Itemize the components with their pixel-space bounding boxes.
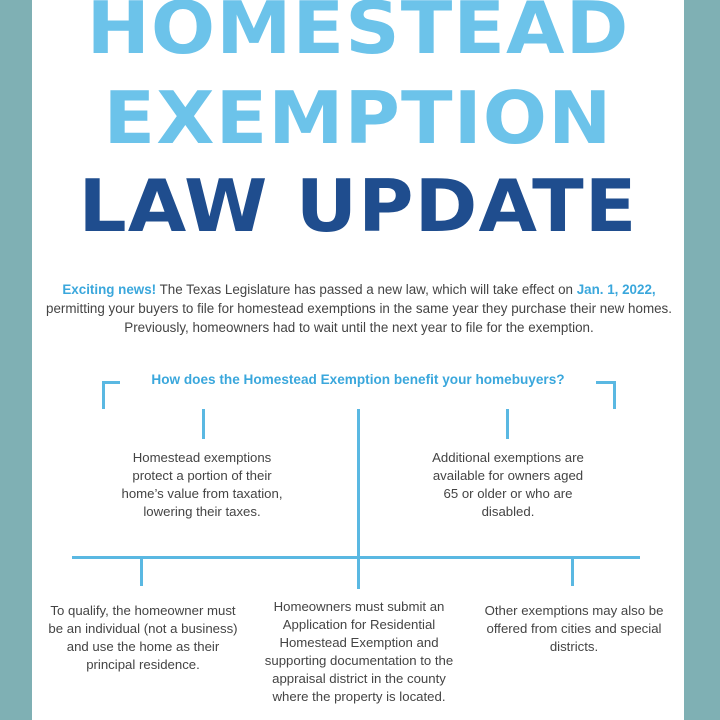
detail-box-1: To qualify, the homeowner must be an individual (not a business) and use the home as their principal residence. xyxy=(48,603,238,672)
intro-lead: Exciting news! xyxy=(62,282,157,297)
question-heading: How does the Homestead Exemption benefit your homebuyers? xyxy=(120,372,596,387)
drop-left xyxy=(140,556,143,586)
intro-date: Jan. 1, 2022, xyxy=(576,282,656,297)
lower-rule xyxy=(72,556,640,559)
benefit-box-1: Homestead exemptions protect a portion of their home’s value from taxation, lowering their taxes. xyxy=(121,450,283,519)
drop-right xyxy=(571,556,574,586)
heading-line-2: EXEMPTION xyxy=(103,76,613,160)
detail-box-2: Homeowners must submit an Application for Residential Homestead Exemption and supporting documentation to the appraisal district in the county where the property is located. xyxy=(264,599,454,704)
benefit-box-2: Additional exemptions are available for owners aged 65 or older or who are disabled. xyxy=(432,450,584,519)
bracket-right-leg xyxy=(613,381,616,409)
intro-text-1: The Texas Legislature has passed a new law, which will take effect on xyxy=(156,282,577,297)
intro-paragraph xyxy=(46,280,672,337)
intro-text-2: permitting your buyers to file for homestead exemptions in the same year they purchase their new homes. Previously, homeowners had to wait until the next year to file for the exemption. xyxy=(46,301,672,335)
flyer-sheet xyxy=(32,0,684,720)
connector-left xyxy=(202,409,205,439)
connector-center xyxy=(357,409,360,589)
heading-line-1: HOMESTEAD xyxy=(86,0,630,70)
connector-right xyxy=(506,409,509,439)
bracket-left-leg xyxy=(102,381,105,409)
heading-line-3: LAW UPDATE xyxy=(78,164,638,248)
detail-box-3: Other exemptions may also be offered from cities and special districts. xyxy=(484,603,664,654)
